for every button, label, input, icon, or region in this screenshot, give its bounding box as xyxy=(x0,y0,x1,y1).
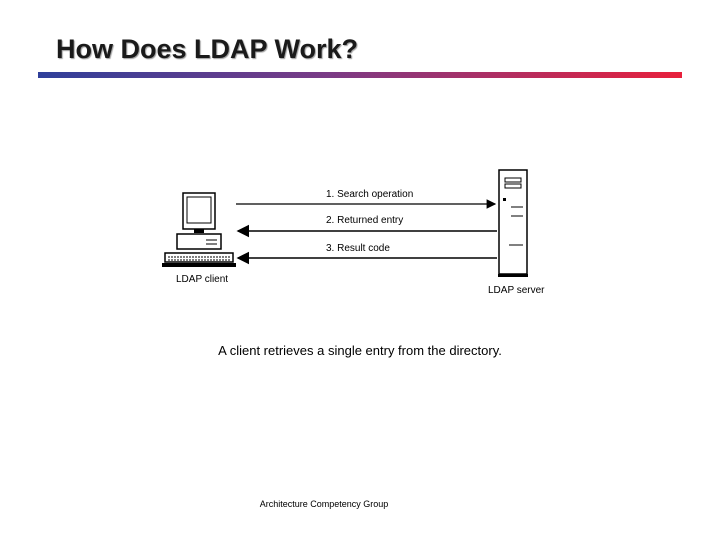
slide-title: How Does LDAP Work? xyxy=(56,34,359,64)
message-1-label: 1. Search operation xyxy=(326,189,414,200)
title-underline xyxy=(38,72,682,78)
ldap-diagram xyxy=(150,160,550,300)
server-tower-icon xyxy=(498,170,528,277)
client-label: LDAP client xyxy=(176,274,229,285)
message-3-label: 3. Result code xyxy=(326,243,390,254)
diagram-caption: A client retrieves a single entry from the directory. xyxy=(218,343,502,358)
message-2-label: 2. Returned entry xyxy=(326,215,404,226)
footer-text: Architecture Competency Group xyxy=(259,499,389,509)
client-computer-icon xyxy=(162,193,236,267)
server-label: LDAP server xyxy=(488,285,545,296)
